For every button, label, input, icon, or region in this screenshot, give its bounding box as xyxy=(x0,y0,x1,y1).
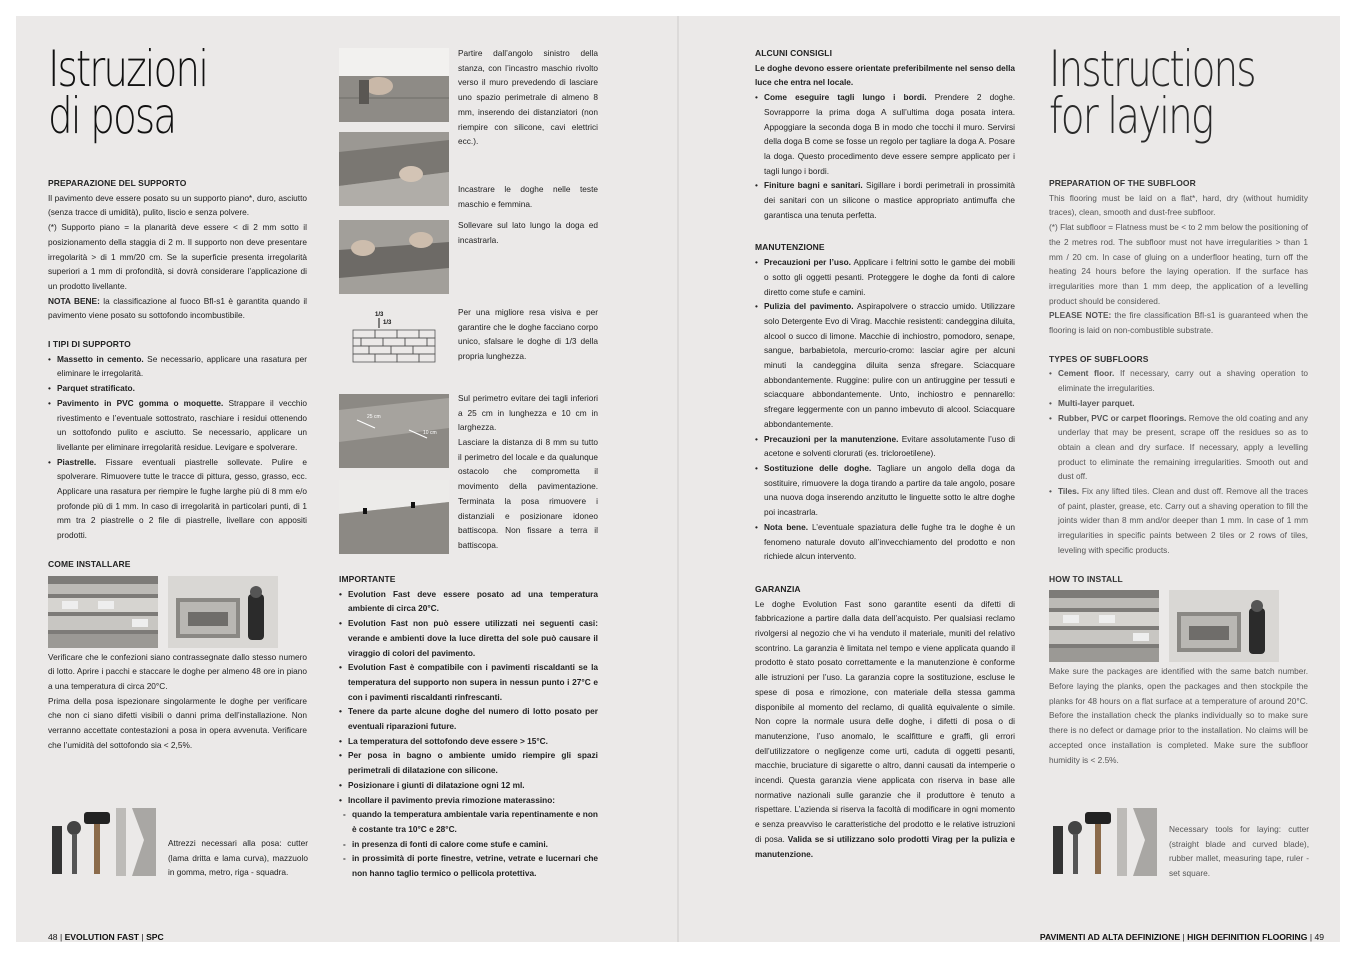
right-tools-photo xyxy=(1049,804,1161,880)
list-item: - in presenza di fonti di calore come stufe e camini. xyxy=(343,837,598,852)
item-text: L’eventuale spaziatura delle fughe tra le doghe è un fenomeno naturale dovuto all’invecchiamento del prodotto e non richiede alcun intervento. xyxy=(764,521,1015,562)
maintenance-heading: MANUTENZIONE xyxy=(755,242,825,253)
cut-label-2: 10 cm xyxy=(423,430,437,436)
right-title-line1: Instructions xyxy=(1049,40,1255,98)
right-install-p1: Make sure the packages are identified with the same batch number. Before laying the planks, open the packages and then stockpile the planks for 48 hours on a flat surface at a temperature of around 20°C. Before the installation check the planks individually so to make sure there is no defect or damage prior to the installation. No claims will be accepted once installation is completed. Make sure the subfloor humidity is < 2.5%. xyxy=(1049,666,1308,765)
cut-label-1: 25 cm xyxy=(367,414,381,420)
item-text: Evitare assolutamente l’uso di acetone e solventi clorurati (es. tricloroetilene). xyxy=(764,433,1015,459)
footer-right-label: HIGH DEFINITION FLOORING xyxy=(1187,932,1308,942)
warranty-bold: Valida se si utilizzano solo prodotti Virag per la pulizia e manutenzione. xyxy=(755,833,1015,859)
list-item xyxy=(48,381,307,396)
left-page xyxy=(16,16,677,942)
right-package-photo xyxy=(1049,590,1159,662)
list-item: • Posizionare i giunti di dilatazione ogni 12 ml. xyxy=(339,778,598,793)
item-text: Tagliare un angolo della doga da sostituire, rimuovere la doga tirando a partire da tale angolo, posare una nuova doga inserendo anzitutto le linguette sotto le altre doghe poi incastrarla. xyxy=(764,462,1015,518)
left-title-line2: di posa xyxy=(48,87,176,145)
step-text-6-wrap xyxy=(458,435,598,553)
left-title-line1: Istruzioni xyxy=(48,40,208,98)
list-item xyxy=(755,90,1015,178)
list-item xyxy=(755,255,1015,299)
item-text: Strappare il vecchio rivestimento e l’eventuale sottostrato, raschiare i residui ottenendo un sottofondo pulito e asciutto. Se necessario, applicare un livellante per eliminare irregolarità residue. Levigare e spolverare. xyxy=(57,397,307,452)
list-item: • Tenere da parte alcune doghe del numero di lotto posato per eventuali riparazioni future. xyxy=(339,704,598,733)
step-text-5: Sul perimetro evitare dei tagli inferiori a 25 cm in lunghezza e 10 cm in larghezza. xyxy=(458,393,598,433)
item-bold: Come eseguire tagli lungo i bordi. xyxy=(764,92,927,103)
right-page xyxy=(679,16,1340,942)
item-bold: Pavimento in PVC gomma o moquette. xyxy=(57,397,224,408)
prep-p1: Il pavimento deve essere posato su un supporto piano*, duro, asciutto (senza tracce di umidità), pulito, liscio e senza polvere. xyxy=(48,192,307,218)
stagger-label-2: 1/3 xyxy=(383,320,392,326)
step-text-4-wrap xyxy=(458,305,598,364)
important-sublist xyxy=(339,807,598,881)
list-item: • Per posa in bagno o ambiente umido riempire gli spazi perimetrali di dilatazione con silicone. xyxy=(339,748,598,777)
item-bold: Precauzioni per la manutenzione. xyxy=(764,433,899,444)
right-footer: PAVIMENTI AD ALTA DEFINIZIONE | HIGH DEFINITION FLOORING | 49 xyxy=(1039,932,1324,942)
right-col2 xyxy=(1049,176,1308,767)
warranty-text xyxy=(755,597,1015,862)
right-prep-p2: (*) Flat subfloor = Flatness must be < to 2 mm below the positioning of the 2 metres rod. The subfloor must not have irregularities > than 1 mm / 20 cm. In case of gluing on a underfloor heating, turn off the heating 24 hours before the laying operation. If the surface has irregularities more than 1 mm deep, the application of a levelling product should be considered. xyxy=(1049,222,1308,306)
stagger-diagram xyxy=(339,306,449,376)
page-number-right: 49 xyxy=(1314,932,1324,942)
list-item xyxy=(755,299,1015,431)
step-photo-3 xyxy=(339,220,449,294)
advice-heading: ALCUNI CONSIGLI xyxy=(755,48,833,58)
item-bold: Parquet stratificato. xyxy=(57,383,135,394)
humidity-meter-photo xyxy=(168,576,278,648)
install-heading: COME INSTALLARE xyxy=(48,558,131,569)
right-prep-heading: PREPARATION OF THE SUBFLOOR xyxy=(1049,178,1196,188)
types-heading: I TIPI DI SUPPORTO xyxy=(48,339,131,350)
right-tools-caption-block xyxy=(1169,822,1309,881)
tools-caption: Attrezzi necessari alla posa: cutter (lama dritta e lama curva), mazzuolo in gomma, metro, riga - squadra. xyxy=(168,838,308,878)
step-text-4: Per una migliore resa visiva e per garantire che le doghe facciano corpo unico, sfalsare le doghe di 1/3 della propria lunghezza. xyxy=(458,307,598,362)
item-bold: Massetto in cemento. xyxy=(57,353,144,364)
list-item: - in prossimità di porte finestre, vetrine, vetrate e lucernari che non hanno taglio termico o pellicola protettiva. xyxy=(343,851,598,880)
advice-block xyxy=(755,46,1015,861)
tools-photo xyxy=(48,804,160,880)
prep-note-label: NOTA BENE: xyxy=(48,295,100,306)
list-item: • Incollare il pavimento previa rimozione materassino: xyxy=(339,793,598,808)
list-item xyxy=(755,520,1015,564)
list-item: - quando la temperatura ambientale varia repentinamente e non è costante tra 10°C e 28°C. xyxy=(343,807,598,836)
item-bold: Piastrelle. xyxy=(57,456,97,467)
right-tools-caption: Necessary tools for laying: cutter (straight blade and curved blade), rubber mallet, measuring tape, ruler - set square. xyxy=(1169,824,1309,879)
list-item: • Evolution Fast non può essere utilizzati nei seguenti casi: verande e ambienti dove la luce diretta del sole può causare il viraggio di colori del pavimento. xyxy=(339,616,598,660)
item-text: Se necessario, applicare una rasatura per eliminare le irregolarità. xyxy=(57,353,307,379)
warranty-body: Le doghe Evolution Fast sono garantite esenti da difetti di fabbricazione a partire dalla data dell’acquisto. Per qualsiasi reclamo rivolgersi al negozio che vi ha venduto il materiale, muniti del relativo scontrino. La garanzia è limitata nel tempo e viene applicata quando il prodotto è stato posato correttamente e la manutenzione è conforme alle istruzioni per l’uso. La garanzia copre la sostituzione, escluse le spese di posa e rimozione, con materiale della stessa gamma disponibile al momento del reclamo, di qualità equivalente o simile. Non copre la normale usura delle doghe, i difetti di posa o di manutenzione, l’uso anomalo, le scalfitture e graffi, gli errori dell’utilizzatore o negligenze come urti, caduta di oggetti pesanti, macchie, bruciature di sigarette o altro, danni causati da intemperie o incendi. Questa garanzia viene applicata con riserva in base alle normative nazionali sulle garanzie che il produttore è tenuto a rispettare. L’azienda si riserva la facoltà di modificare in ogni momento e senza preavviso le caratteristiche del prodotto e le relative istruzioni di posa. xyxy=(755,598,1015,844)
step-text-1: Partire dall’angolo sinistro della stanza, con l’incastro maschio rivolto verso il muro prevedendo di lasciare uno spazio perimetrale di almeno 8 mm, inserendo dei distanziatori (non riempire con silicone, cavi elettrici ecc.). xyxy=(458,48,598,147)
right-install-photos xyxy=(1049,586,1308,664)
list-item: • Evolution Fast deve essere posato ad una temperatura ambiente di circa 20°C. xyxy=(339,587,598,616)
item-bold: Tiles. xyxy=(1058,486,1080,497)
step-text-3: Sollevare sul lato lungo la doga ed incastrarla. xyxy=(458,220,598,245)
item-bold: Nota bene. xyxy=(764,521,809,532)
page-number-left: 48 xyxy=(48,932,58,942)
left-footer: 48 | EVOLUTION FAST | SPC xyxy=(48,932,164,942)
note-label: PLEASE NOTE: xyxy=(1049,310,1112,321)
right-types-heading: TYPES OF SUBFLOORS xyxy=(1049,353,1149,364)
important-heading: IMPORTANTE xyxy=(339,574,396,584)
list-item xyxy=(755,432,1015,461)
item-text: Aspirapolvere o straccio umido. Utilizzare solo Detergente Evo di Virag. Macchie resistenti: candeggina diluita, alcool o succo di limone. Macchie di inchiostro, pomodoro, senape, sangue, barbabietola, mercurio-cromo: lasciar agire per alcuni minuti la candeggina diluita senza sfregare. Sciacquare abbondantemente. Ruggine: pulire con un antiruggine per tessuti e sciacquare abbondantemente. Unto, inchiostro e pennarello: sfregare leggermente con un panno imbevuto di alcool. Sciacquare abbondantemente. xyxy=(764,301,1015,429)
list-item xyxy=(1049,396,1308,411)
list-item xyxy=(755,461,1015,520)
item-bold: Pulizia del pavimento. xyxy=(764,301,854,312)
left-col1 xyxy=(48,176,307,753)
right-title-line2: for laying xyxy=(1049,87,1213,145)
item-bold: Rubber, PVC or carpet floorings. xyxy=(1058,412,1187,423)
tools-caption-block xyxy=(168,836,308,880)
maintenance-list xyxy=(755,255,1015,564)
stagger-label-1: 1/3 xyxy=(375,312,384,318)
warranty-heading: GARANZIA xyxy=(755,583,801,594)
step-photo-6 xyxy=(339,480,449,554)
list-item: • La temperatura del sottofondo deve essere > 15°C. xyxy=(339,734,598,749)
right-humidity-meter-photo xyxy=(1169,590,1279,662)
list-item xyxy=(1049,484,1308,558)
steps-col xyxy=(458,46,598,149)
install-photos xyxy=(48,572,307,650)
right-prep-p1: This flooring must be laid on a flat*, hard, dry (without humidity traces), clean, smooth and dust-free subfloor. xyxy=(1049,192,1308,218)
item-bold: Sostituzione delle doghe. xyxy=(764,462,872,473)
prep-note xyxy=(48,294,307,323)
right-title-block xyxy=(1049,40,1329,145)
types-list xyxy=(48,352,307,543)
cut-diagram xyxy=(339,394,449,468)
step-text-2-wrap xyxy=(458,182,598,211)
install-p2: Prima della posa ispezionare singolarmente le doghe per verificare che non ci siano difetti visibili o danni prima dell’installazione. Non verranno accettate contestazioni a posa in opera avvenuta. Verificare che l’umidità del sottofondo sia < 2,5%. xyxy=(48,695,307,750)
right-install-heading: HOW TO INSTALL xyxy=(1049,573,1123,584)
item-text: Remove the old coating and any underlay that may be present, scrape off the residues so as to obtain a clean and dry surface. If necessary, apply a levelling product to eliminate the remaining irregularities. Smooth out and dust off. xyxy=(1058,412,1308,482)
left-title-block xyxy=(48,40,328,145)
item-text: Sigillare i bordi perimetrali in prossimità dei sanitari con un silicone o mastice appropriato antimuffa che garantisca una tenuta perfetta. xyxy=(764,180,1015,220)
list-item xyxy=(48,455,307,543)
item-bold: Multi-layer parquet. xyxy=(1058,397,1135,408)
list-item: • Evolution Fast è compatibile con i pavimenti riscaldanti se la temperatura del supporto non supera in nessun punto i 27°C e con i pavimenti riscaldanti rinfrescanti. xyxy=(339,660,598,704)
item-text: Fissare eventuali piastrelle sollevate. Pulire e spolverare. Rimuovere tutte le tracce di pittura, gesso, grasso, ecc. Applicare una rasatura per riempire le fughe larghe più di 8 mm e/o profonde più di 1 mm. In caso di irregolarità in particolari punti, di 1 mm tra 2 piastrelle o 2 file di piastrelle, livellare con appositi prodotti. xyxy=(57,456,307,541)
item-text: Prendere 2 doghe. Sovrapporre la prima doga A sull’ultima doga posata intera. Appoggiare la seconda doga B in modo che tocchi il muro. Servirsi della doga B come se fosse un regolo per tagliare la doga A. Posare la doga. Questo procedimento deve essere sempre applicato per i tagli lungo i bordi. xyxy=(764,92,1016,176)
step-text-2: Incastrare le doghe nelle teste maschio e femmina. xyxy=(458,184,598,209)
install-p1: Verificare che le confezioni siano contrassegnate dallo stesso numero di lotto. Aprire i pacchi e staccare le doghe per almeno 48 ore in piano a una temperatura di circa 20°C. xyxy=(48,651,307,691)
item-bold: Cement floor. xyxy=(1058,368,1115,379)
list-item xyxy=(755,178,1015,222)
prep-heading: PREPARAZIONE DEL SUPPORTO xyxy=(48,178,187,188)
footer-sub: SPC xyxy=(146,932,164,942)
list-item xyxy=(48,396,307,455)
prep-p2: (*) Supporto piano = la planarità deve essere < di 2 mm sotto il posizionamento della staggia di 2 m. Il supporto non deve presentare irregolarità > di 1 mm/20 cm. Se la superficie presenta irregolarità superiori a 1 mm di profondità, si dovrà considerare l’applicazione di un prodotto livellante. xyxy=(48,222,307,291)
step-photo-2 xyxy=(339,132,449,206)
advice-list xyxy=(755,90,1015,222)
footer-left-label: PAVIMENTI AD ALTA DEFINIZIONE xyxy=(1039,932,1181,942)
step-text-6: Lasciare la distanza di 8 mm su tutto il perimetro del locale e da qualunque ostacolo che comprometta il movimento della pavimentazione. Terminata la posa rimuovere i distanziali e posizionare idoneo battiscopa. Non fissare a terra il battiscopa. xyxy=(458,437,598,550)
right-types-list xyxy=(1049,366,1308,557)
advice-intro: Le doghe devono essere orientate preferibilmente nel senso della luce che entra nel locale. xyxy=(755,62,1015,88)
item-text: Fix any lifted tiles. Clean and dust off. Remove all the traces of paint, plaster, grease, etc. Carry out a shaving operation to fill the joints wider than 8 mm and/or deeper than 1 mm. In case of 1 mm irregularities in specific paints between 2 tiles or 2 rows of tiles, leveling with specific products. xyxy=(1058,486,1308,555)
important-list xyxy=(339,587,598,808)
item-text: Applicare i feltrini sotto le gambe dei mobili o sotto gli oggetti pesanti. Proteggere le doghe da fonti di calore diretto come stufe e camini. xyxy=(764,257,1015,297)
list-item xyxy=(1049,411,1308,485)
list-item xyxy=(1049,366,1308,395)
important-block xyxy=(339,572,598,881)
item-bold: Finiture bagni e sanitari. xyxy=(764,180,863,191)
step-photo-1 xyxy=(339,48,449,122)
list-item xyxy=(48,352,307,381)
prep-note-text: la classificazione al fuoco Bfl-s1 è garantita quando il pavimento viene posato su sottofondo incombustibile. xyxy=(48,295,308,321)
note-text: the fire classification Bfl-s1 is guaranteed when the flooring is laid on non-combustible substrate. xyxy=(1049,310,1308,336)
step-text-5-wrap xyxy=(458,391,598,435)
item-text: If necessary, carry out a shaving operation to eliminate the irregularities. xyxy=(1058,368,1309,394)
item-bold: Precauzioni per l’uso. xyxy=(764,257,851,268)
right-prep-note xyxy=(1049,308,1308,337)
package-photo xyxy=(48,576,158,648)
footer-brand: EVOLUTION FAST xyxy=(64,932,140,942)
step-text-3-wrap xyxy=(458,218,598,247)
